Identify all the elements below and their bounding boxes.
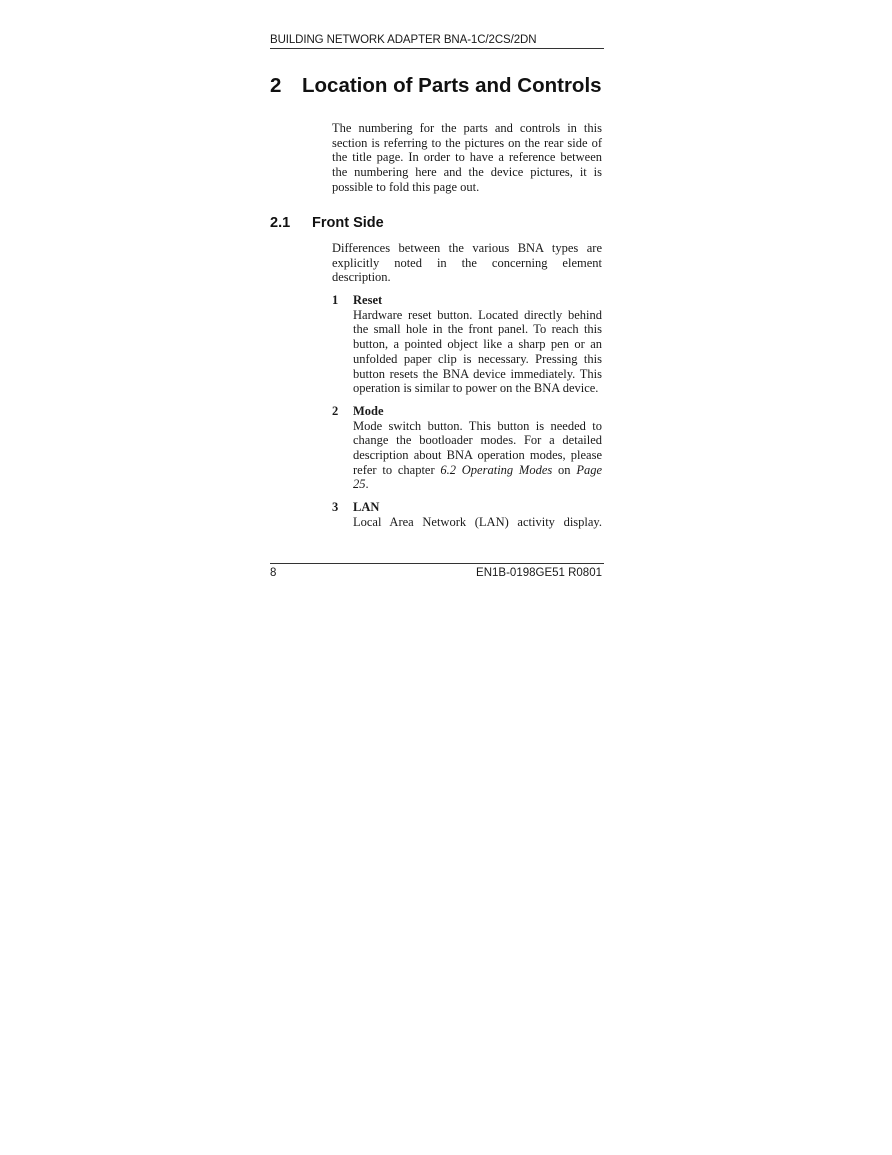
list-item-mode [332, 404, 602, 492]
list-item-lan [332, 500, 602, 529]
item-description: Hardware reset button. Located directly behind the small hole in the front panel. To reach this button, a pointed object like a sharp pen or an unfolded paper clip is necessary. Pressing this button resets the BNA device immediately. This operation is similar to power on the BNA device. [353, 307, 602, 396]
intro-paragraph: The numbering for the parts and controls in this section is referring to the pictures on the rear side of the title page. In order to have a reference between the numbering here and the device pictures, it is possible to fold this page out. [332, 121, 602, 194]
parts-list [332, 293, 602, 538]
section-number: 2.1 [270, 215, 291, 231]
page-number: 8 [270, 567, 277, 579]
differences-paragraph: Differences between the various BNA types are explicitly noted in the concerning element description. [332, 241, 602, 285]
reference-on-text: on [552, 462, 577, 477]
item-number: 3 [332, 500, 339, 515]
item-number: 2 [332, 403, 339, 418]
section-heading [270, 215, 384, 231]
item-title: LAN [353, 500, 380, 515]
document-id: EN1B-0198GE51 R0801 [476, 567, 602, 579]
item-description: Local Area Network (LAN) activity display. [353, 514, 602, 529]
chapter-number: 2 [270, 74, 282, 97]
item-description [353, 419, 602, 493]
item-title: Reset [353, 293, 383, 307]
chapter-reference: 6.2 Operating Modes [440, 462, 553, 477]
page-reference: Page 25 [353, 462, 602, 492]
list-item-reset [332, 293, 602, 396]
chapter-title: Location of Parts and Controls [302, 74, 602, 97]
section-title: Front Side [312, 215, 384, 231]
running-header: BUILDING NETWORK ADAPTER BNA-1C/2CS/2DN [270, 34, 537, 46]
description-text: Mode switch button. This button is needed to change the bootloader modes. For a detailed description about BNA operation modes, please refer to chapter [353, 418, 602, 477]
chapter-heading [270, 74, 602, 98]
header-rule [270, 48, 604, 49]
footer-rule [270, 563, 604, 564]
item-title: Mode [353, 403, 384, 418]
sentence-end: . [365, 477, 369, 492]
item-number: 1 [332, 293, 339, 307]
